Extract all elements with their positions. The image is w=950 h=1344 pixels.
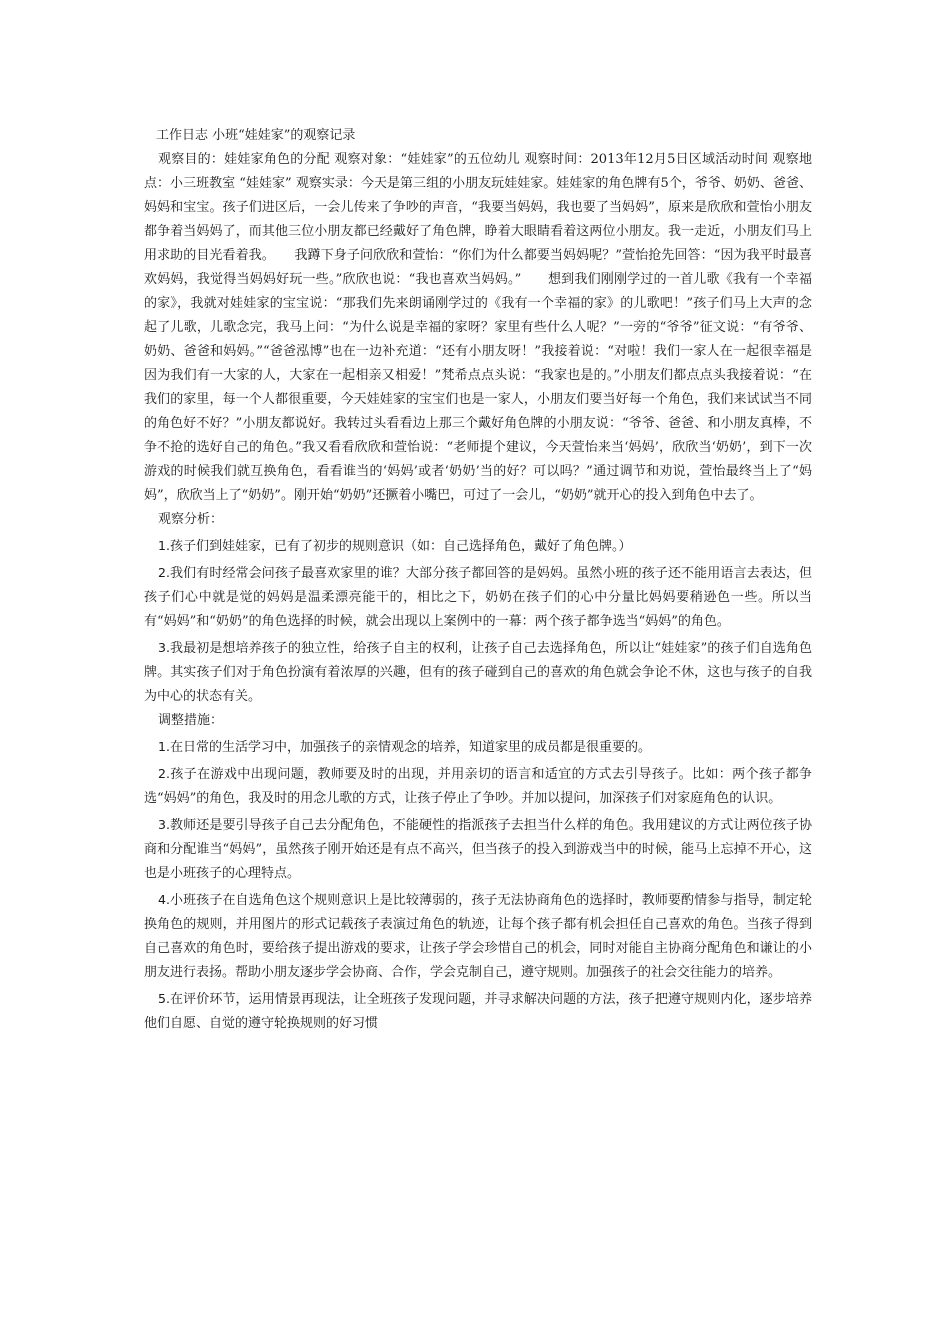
item-text: 在评价环节，运用情景再现法，让全班孩子发现问题，并寻求解决问题的方法，孩子把遵守规则内化，逐步培养他们自愿、自觉的遵守轮换规则的好习惯	[144, 992, 812, 1031]
item-text: 小班孩子在自选角色这个规则意识上是比较薄弱的，孩子无法协商角色的选择时，教师要酌情参与指导，制定轮换角色的规则，并用图片的形式记载孩子表演过角色的轨迹，让每个孩子都有机会担任自己喜欢的角色。当孩子得到自己喜欢的角色时，要给孩子提出游戏的要求，让孩子学会珍惜自己的机会，同时对能自主协商分配角色和谦让的小朋友进行表扬。帮助小朋友逐步学会协商、合作，学会克制自己，遵守规则。加强孩子的社会交往能力的培养。	[144, 893, 812, 980]
measure-item-4	[144, 888, 812, 985]
analysis-item-1	[144, 534, 812, 559]
item-number: 5.	[158, 991, 170, 1006]
item-text: 在日常的生活学习中，加强孩子的亲情观念的培养，知道家里的成员都是很重要的。	[169, 740, 651, 755]
document-page	[144, 124, 812, 1036]
item-number: 1.	[158, 538, 170, 553]
measures-heading: 调整措施：	[158, 713, 224, 728]
measure-item-1	[144, 735, 812, 760]
measure-item-5	[144, 987, 812, 1036]
measure-item-2	[144, 762, 812, 811]
analysis-item-3	[144, 636, 812, 709]
item-number: 1.	[158, 739, 170, 754]
observation-record: 观察目的：娃娃家角色的分配 观察对象：“娃娃家”的五位幼儿 观察时间：2013年12月5日区域活动时间 观察地点：小三班教室 “娃娃家” 观察实录：今天是第三组的小朋友玩娃娃家。娃娃家的角色牌有5个，爷爷、奶奶、爸爸、妈妈和宝宝。孩子们进区后，一会儿传来了争吵的声音，“我要当妈妈，我也要了当妈妈”，原来是欣欣和萱怡小朋友都争着当妈妈了，而其他三位小朋友都已经戴好了角色牌，睁着大眼睛看着这两位小朋友。我一走近，小朋友们马上用求助的目光看着我。 我蹲下身子问欣欣和萱怡：“你们为什么都要当妈妈呢？”萱怡抢先回答：“因为我平时最喜欢妈妈，我觉得当妈妈好玩一些。”欣欣也说：“我也喜欢当妈妈。” 想到我们刚刚学过的一首儿歌《我有一个幸福的家》，我就对娃娃家的宝宝说：“那我们先来朗诵刚学过的《我有一个幸福的家》的儿歌吧！”孩子们马上大声的念起了儿歌，儿歌念完，我马上问：“为什么说是幸福的家呀？家里有些什么人呢？”一旁的“爷爷”征文说：“有爷爷、奶奶、爸爸和妈妈。”“爸爸泓博”也在一边补充道：“还有小朋友呀！”我接着说：“对啦！我们一家人在一起很幸福是因为我们有一大家的人，大家在一起相亲又相爱！”梵希点点头说：“我家也是的。”小朋友们都点点头我接着说：“在我们的家里，每一个人都很重要，今天娃娃家的宝宝们也是一家人，小朋友们要当好每一个角色，我们来试试当不同的角色好不好？”小朋友都说好。我转过头看看边上那三个戴好角色牌的小朋友说：“爷爷、爸爸、和小朋友真棒，不争不抢的选好自己的角色。”我又看看欣欣和萱怡说：“老师提个建议，今天萱怡来当‘妈妈’，欣欣当‘奶奶’，到下一次游戏的时候我们就互换角色，看看谁当的‘妈妈’或者‘奶奶’当的好？可以吗？”通过调节和劝说，萱怡最终当上了“妈妈”，欣欣当上了“奶奶”。刚开始“奶奶”还撅着小嘴巴，可过了一会儿，“奶奶”就开心的投入到角色中去了。	[144, 152, 812, 503]
item-number: 2.	[158, 766, 170, 781]
item-number: 2.	[158, 565, 170, 580]
measure-item-3	[144, 813, 812, 886]
item-number: 4.	[158, 892, 170, 907]
document-title: 工作日志 小班“娃娃家”的观察记录	[156, 128, 356, 143]
analysis-heading: 观察分析：	[158, 512, 224, 527]
item-text: 教师还是要引导孩子自己去分配角色，不能硬性的指派孩子去担当什么样的角色。我用建议的方式让两位孩子协商和分配谁当“妈妈”，虽然孩子刚开始还是有点不高兴，但当孩子的投入到游戏当中的时候，能马上忘掉不开心，这也是小班孩子的心理特点。	[144, 818, 812, 881]
item-number: 3.	[158, 640, 170, 655]
item-text: 我最初是想培养孩子的独立性，给孩子自主的权利，让孩子自己去选择角色，所以让“娃娃家”的孩子们自选角色牌。其实孩子们对于角色扮演有着浓厚的兴趣，但有的孩子碰到自己的喜欢的角色就会争论不休，这也与孩子的自我为中心的状态有关。	[144, 641, 812, 704]
analysis-item-2	[144, 561, 812, 634]
item-number: 3.	[158, 817, 170, 832]
item-text: 孩子们到娃娃家，已有了初步的规则意识（如：自己选择角色，戴好了角色牌。）	[169, 539, 632, 554]
item-text: 我们有时经常会问孩子最喜欢家里的谁？大部分孩子都回答的是妈妈。虽然小班的孩子还不能用语言去表达，但孩子们心中就是觉的妈妈是温柔漂亮能干的，相比之下，奶奶在孩子们的心中分量比妈妈要稍逊色一些。所以当有“妈妈”和“奶奶”的角色选择的时候，就会出现以上案例中的一幕：两个孩子都争选当“妈妈”的角色。	[144, 566, 812, 629]
item-text: 孩子在游戏中出现问题，教师要及时的出现，并用亲切的语言和适宜的方式去引导孩子。比如：两个孩子都争选“妈妈”的角色，我及时的用念儿歌的方式，让孩子停止了争吵。并加以提问，加深孩子们对家庭角色的认识。	[144, 767, 812, 806]
